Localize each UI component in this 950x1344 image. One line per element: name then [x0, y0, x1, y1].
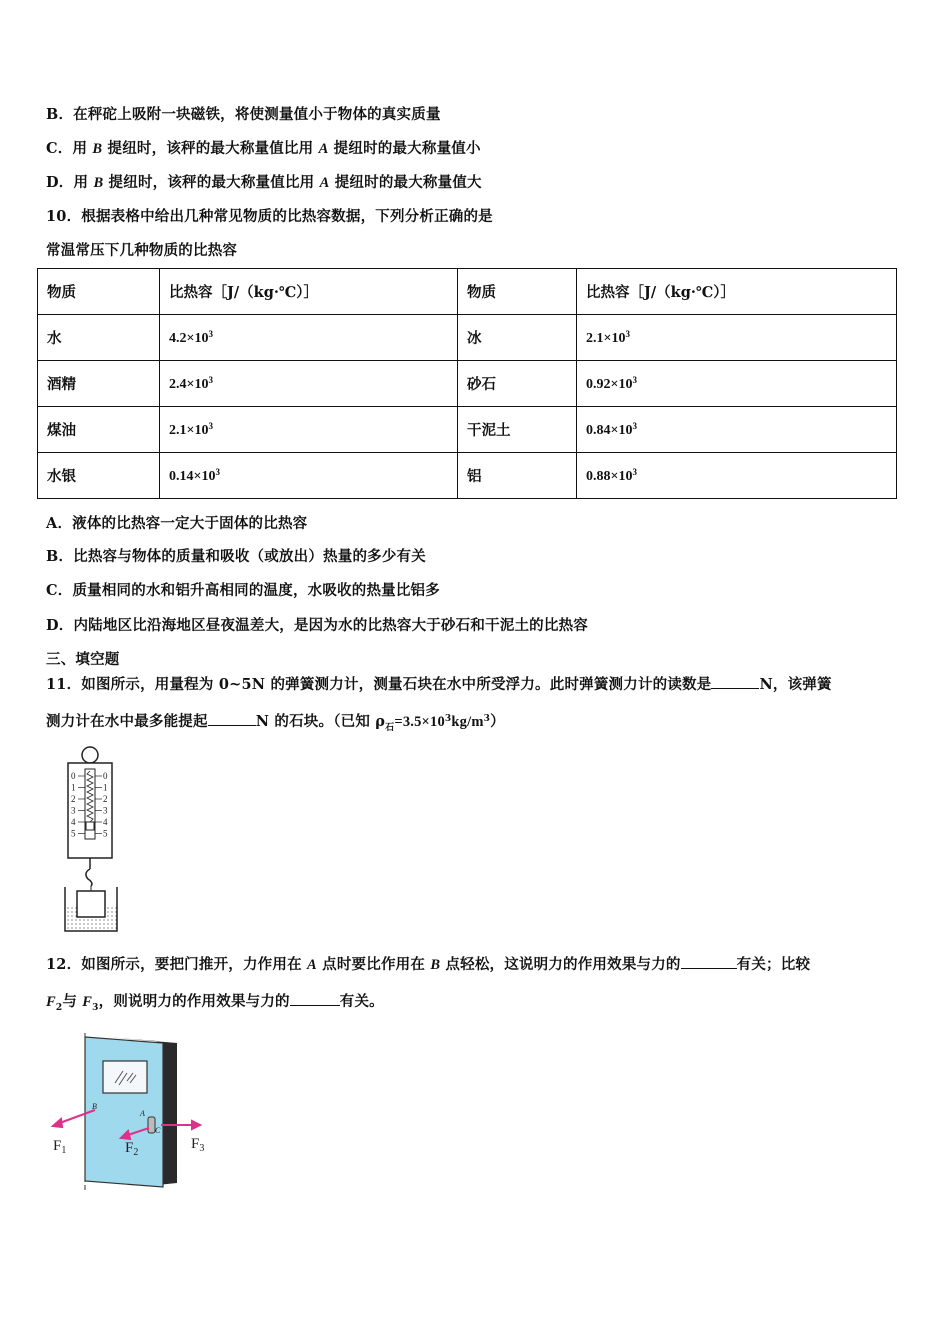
door-panel [85, 1037, 163, 1187]
section-title: 三、填空题 [46, 651, 120, 668]
point-b-label: B [92, 1102, 97, 1111]
answer-blank[interactable] [208, 711, 256, 726]
table-row [38, 315, 897, 361]
text: 与 [62, 993, 83, 1010]
header-cell: 比热容［J/（kg·℃）］ [577, 269, 897, 315]
specific-heat-table [37, 268, 897, 499]
text: 提纽时，该秤的最大称量值比用 [103, 174, 320, 191]
text: N 的石块。（已知 ρ [255, 713, 386, 730]
value-cell [160, 361, 458, 407]
table-row [38, 453, 897, 499]
value: 4.2×10 [169, 330, 209, 346]
answer-blank[interactable] [711, 674, 759, 689]
text: 点时要比作用在 [316, 956, 431, 973]
knob-b: B [93, 175, 104, 191]
option-b-prev: B．在秤砣上吸附一块磁铁，将使测量值小于物体的真实质量 [46, 106, 441, 123]
exponent: 3 [208, 420, 213, 431]
q10-option-c: C．质量相同的水和铝升高相同的温度，水吸收的热量比铝多 [46, 582, 440, 599]
door-window [103, 1061, 147, 1093]
door-handle [148, 1117, 155, 1133]
exponent: 3 [208, 328, 213, 339]
text: 有关；比较 [736, 956, 811, 973]
point-a-label: A [140, 1109, 145, 1118]
pointer [86, 822, 94, 830]
f1-arrowhead [53, 1119, 62, 1127]
point-b: B [430, 957, 441, 973]
text: 点轻松，这说明力的作用效果与力的 [440, 956, 681, 973]
point-a: A [307, 957, 317, 973]
answer-blank[interactable] [290, 991, 340, 1006]
force-f3: F [82, 994, 93, 1010]
material-cell: 水银 [38, 453, 160, 499]
knob-b: B [92, 141, 103, 157]
point-c-label: C [155, 1126, 161, 1135]
subscript: 2 [55, 1002, 63, 1013]
text: 12．如图所示，要把门推开，力作用在 [46, 956, 308, 973]
ring-icon [82, 747, 98, 763]
hook-icon [86, 869, 92, 886]
exponent: 3 [632, 466, 637, 477]
q10-option-b: B．比热容与物体的质量和吸收（或放出）热量的多少有关 [46, 548, 426, 565]
text: =3.5×10 [394, 714, 445, 730]
f3-arrowhead [192, 1121, 200, 1129]
text: D．用 [46, 174, 94, 191]
text: 提纽时的最大称量值小 [328, 140, 481, 157]
text: N，该弹簧 [759, 676, 832, 693]
table-header-row [38, 269, 897, 315]
material-cell: 煤油 [38, 407, 160, 453]
knob-a: A [318, 141, 329, 157]
text: 11．如图所示，用量程为 0~5N 的弹簧测力计，测量石块在水中所受浮力。此时弹簧测力计的读数是 [46, 676, 712, 693]
text: ） [490, 713, 505, 730]
exponent: 3 [215, 466, 220, 477]
material-cell: 冰 [458, 315, 577, 361]
text: C．用 [46, 140, 93, 157]
answer-blank[interactable] [681, 954, 737, 969]
f2-label: $F_2$ [125, 1140, 139, 1158]
value-cell [577, 315, 897, 361]
material-cell: 砂石 [458, 361, 577, 407]
text: ，则说明力的作用效果与力的 [98, 993, 290, 1010]
scale-label-right: 2 [103, 794, 108, 804]
scale-label-left: 5 [71, 828, 76, 839]
header-cell: 比热容［J/（kg·℃）］ [160, 269, 458, 315]
spring-scale-figure [55, 743, 125, 935]
material-cell: 水 [38, 315, 160, 361]
value-cell [577, 453, 897, 499]
value: 2.1×10 [169, 422, 209, 438]
value: 0.84×10 [586, 422, 633, 438]
scale-label-left: 3 [71, 805, 76, 816]
f1-label: $F_1$ [53, 1138, 67, 1156]
q10-option-d: D．内陆地区比沿海地区昼夜温差大，是因为水的比热容大于砂石和干泥土的比热容 [46, 617, 588, 634]
material-cell: 酒精 [38, 361, 160, 407]
scale-label-right: 3 [103, 805, 108, 816]
f3-label: $F_3$ [191, 1136, 205, 1154]
option-d-prev [46, 171, 482, 192]
stone-block [77, 891, 105, 917]
exponent: 3 [444, 714, 452, 724]
q11-line2 [46, 710, 505, 733]
header-cell: 物质 [458, 269, 577, 315]
value: 2.4×10 [169, 376, 209, 392]
table-row [38, 407, 897, 453]
text: kg/m [451, 714, 484, 730]
scale-label-left: 2 [71, 794, 76, 804]
value-cell [160, 407, 458, 453]
table-row [38, 361, 897, 407]
text: 提纽时，该秤的最大称量值比用 [102, 140, 319, 157]
q12-line2 [46, 990, 384, 1013]
knob-a: A [319, 175, 330, 191]
table-title: 常温常压下几种物质的比热容 [46, 242, 238, 259]
material-cell: 干泥土 [458, 407, 577, 453]
header-cell: 物质 [38, 269, 160, 315]
q11-line1 [46, 673, 832, 694]
exponent: 3 [483, 714, 491, 724]
text: 测力计在水中最多能提起 [46, 713, 208, 730]
value-cell [577, 407, 897, 453]
value-cell [160, 315, 458, 361]
value: 2.1×10 [586, 330, 626, 346]
subscript: 3 [92, 1002, 99, 1013]
value: 0.88×10 [586, 468, 633, 484]
scale-label-right: 4 [103, 817, 108, 827]
q10-option-a: A．液体的比热容一定大于固体的比热容 [46, 515, 308, 532]
door-figure [45, 1033, 220, 1193]
text: 提纽时的最大称量值大 [329, 174, 482, 191]
q12-line1 [46, 953, 810, 974]
scale-label-left: 1 [71, 782, 76, 793]
scale-label-right: 0 [103, 771, 108, 781]
material-cell: 铝 [458, 453, 577, 499]
exponent: 3 [632, 374, 637, 385]
option-c-prev [46, 137, 481, 158]
scale-label-right: 5 [103, 828, 108, 839]
exponent: 3 [625, 328, 630, 339]
value-cell [160, 453, 458, 499]
exponent: 3 [632, 420, 637, 431]
rho-subscript: 石 [385, 722, 395, 733]
scale-label-left: 4 [71, 817, 76, 827]
scale-label-left: 0 [71, 771, 76, 781]
force-f2: F [46, 994, 56, 1010]
scale-label-right: 1 [103, 782, 108, 793]
exponent: 3 [208, 374, 213, 385]
q10-stem: 10．根据表格中给出几种常见物质的比热容数据，下列分析正确的是 [46, 208, 493, 225]
value: 0.14×10 [169, 468, 216, 484]
text: 有关。 [339, 993, 384, 1010]
value-cell [577, 361, 897, 407]
value: 0.92×10 [586, 376, 633, 392]
